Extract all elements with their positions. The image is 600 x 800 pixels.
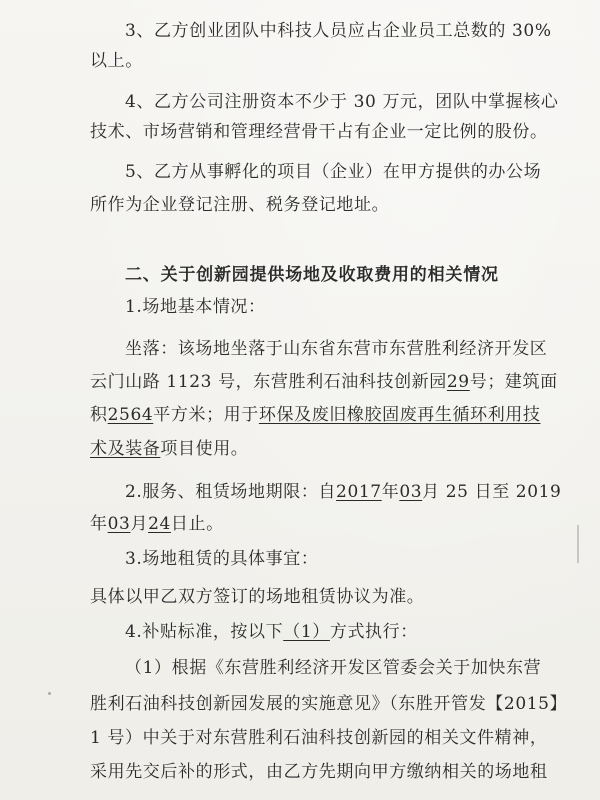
text-line: 1 号）中关于对东营胜利石油科技创新园的相关文件精神， <box>90 728 548 748</box>
text-line: 云门山路 1123 号，东营胜利石油科技创新园29号；建筑面 <box>90 372 558 392</box>
text-line: 5、乙方从事孵化的项目（企业）在甲方提供的办公场 <box>125 162 542 182</box>
text-line: 1.场地基本情况： <box>125 297 266 317</box>
text-line: 3、乙方创业团队中科技人员应占企业员工总数的 30% <box>125 21 552 41</box>
text-line: 积2564平方米；用于环保及废旧橡胶固废再生循环利用技 <box>90 405 541 425</box>
text-line: 2.服务、租赁场地期限：自2017年03月 25 日至 2019 <box>125 482 562 502</box>
margin-scan-mark <box>577 525 579 563</box>
underlined-value: （1） <box>283 622 330 642</box>
underlined-value: 24 <box>148 514 171 534</box>
text-line: 坐落：该场地坐落于山东省东营市东营胜利经济开发区 <box>125 339 548 359</box>
text-line: 具体以甲乙双方签订的场地租赁协议为准。 <box>90 587 425 607</box>
text-line: 所作为企业登记注册、税务登记地址。 <box>90 195 390 215</box>
text-line: 年03月24日止。 <box>90 514 224 534</box>
text-line: （1）根据《东营胜利经济开发区管委会关于加快东营 <box>125 658 542 678</box>
underlined-value: 2564 <box>107 405 154 425</box>
underlined-value: 03 <box>399 482 423 502</box>
underlined-value: 术及装备 <box>90 439 161 459</box>
underlined-value: 2017 <box>336 482 382 502</box>
underlined-value: 03 <box>107 514 131 534</box>
underlined-value: 29 <box>446 372 470 392</box>
text-line: 4.补贴标准，按以下（1）方式执行： <box>125 622 418 642</box>
text-line: 胜利石油科技创新园发展的实施意见》（东胜开管发【2015】 <box>90 694 568 714</box>
text-line: 3.场地租赁的具体事宜： <box>125 549 319 569</box>
section-heading: 二、关于创新园提供场地及收取费用的相关情况 <box>125 265 499 285</box>
underlined-value: 环保及废旧橡胶固废再生循环利用技 <box>258 405 541 425</box>
text-line: 术及装备项目使用。 <box>90 439 249 459</box>
scan-speck <box>48 692 51 695</box>
text-line: 技术、市场营销和管理经营骨干占有企业一定比例的股份。 <box>90 122 548 142</box>
text-line: 采用先交后补的形式，由乙方先期向甲方缴纳相关的场地租 <box>90 762 548 782</box>
text-line: 以上。 <box>90 51 143 71</box>
text-line: 4、乙方公司注册资本不少于 30 万元，团队中掌握核心 <box>125 92 559 112</box>
